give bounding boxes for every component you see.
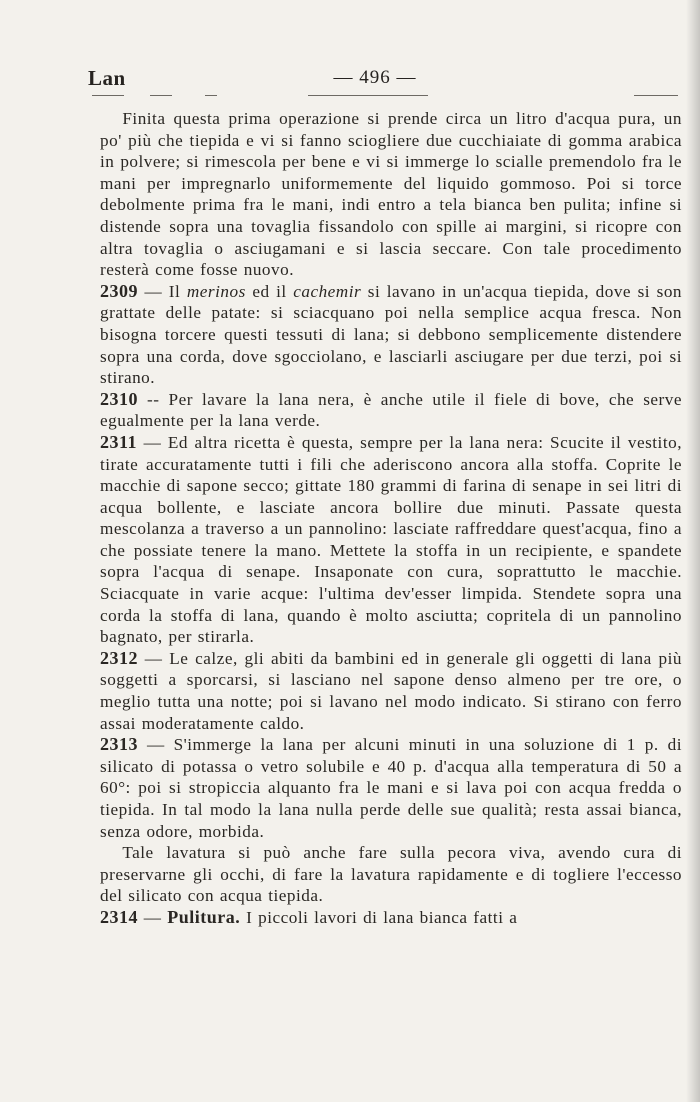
paragraph-text: Tale lavatura si può anche fare sulla pecora viva, avendo cura di preservarne gli occhi, di fare la lavatura rapidamente e di togliere l'eccesso del silicato con acqua tiepida. bbox=[100, 843, 682, 906]
paragraph-text: — Ed altra ricetta è questa, sempre per la lana nera: Scucite il vestito, tirate accuratamente tutti i fili che aderiscono ancora alla stoffa. Coprite le macchie di sapone secco; gittate 180 grammi di farina di senape in sei litri di acqua bollente, e lasciate ancora bollire due minuti. Passate questa mescolanza a traverso a un pannolino: lasciate raffreddare quest'acqua, fino a che possiate tenere la mano. Mettete la stoffa in un recipiente, e spandete sopra l'acqua di senape. Insaponate con cura, soprattutto le macchie. Sciacquate in varie acque: l'ultima dev'esser limpida. Stendete sopra una corda la stoffa di lana, quando è molto asciutta; copritela di un pannolino bagnato, per stirarla. bbox=[100, 432, 682, 647]
paragraph-text: — bbox=[138, 907, 168, 927]
section-number: 2309 bbox=[100, 280, 138, 301]
paragraph-text: si lavano in un'acqua tiepida, dove si son grattate delle patate: si sciacquano poi nella semplice acqua fresca. Non bisogna torcere questi tessuti di lana; si debbono semplicemente distendere sopra una corda, dove sgocciolano, e lasciarli asciugare per due terzi, poi si stirano. bbox=[100, 281, 683, 388]
paragraph-2313 bbox=[100, 734, 682, 842]
paragraph-text: I piccoli lavori di lana bianca fatti a bbox=[240, 907, 518, 927]
section-number: 2314 bbox=[100, 906, 138, 927]
section-number: 2310 bbox=[100, 388, 138, 409]
paragraph bbox=[100, 842, 682, 907]
header-rule bbox=[634, 95, 678, 96]
paragraph bbox=[100, 108, 682, 281]
italic-term: cachemir bbox=[293, 281, 362, 301]
paragraph-2312 bbox=[100, 648, 682, 734]
paragraph-text: — Le calze, gli abiti da bambini ed in generale gli oggetti di lana più soggetti a sporcarsi, si lasciano nel sapone denso almeno per tre ore, o meglio tutta una notte; poi si lavano nel modo indicato. Si stirano con ferro assai moderatamente caldo. bbox=[100, 648, 682, 733]
paragraph-text: — S'immerge la lana per alcuni minuti in una soluzione di 1 p. di silicato di potassa o vetro solubile e 40 p. d'acqua alla temperatura di 50 a 60°: poi si stropiccia alquanto fra le mani e si lava poi con acqua fredda o tiepida. In tal modo la lana nulla perde delle sue qualità; resta assai bianca, senza odore, morbida. bbox=[100, 735, 682, 841]
paragraph-2314 bbox=[100, 907, 682, 929]
section-number: 2311 bbox=[100, 431, 138, 452]
page-number: — 496 — bbox=[333, 67, 417, 88]
page-edge-shadow bbox=[686, 0, 700, 1102]
section-title: Pulitura. bbox=[167, 906, 241, 927]
paragraph-2309 bbox=[100, 281, 682, 389]
header-rule bbox=[308, 95, 428, 96]
body-text bbox=[100, 108, 682, 929]
paragraph-text: ed il bbox=[245, 281, 294, 301]
running-title: Lan bbox=[88, 66, 126, 90]
paragraph-2310 bbox=[100, 389, 682, 432]
header-rule bbox=[150, 95, 172, 96]
running-header bbox=[88, 66, 676, 96]
italic-term: merinos bbox=[186, 281, 246, 301]
paragraph-2311 bbox=[100, 432, 682, 648]
paragraph-text: Finita questa prima operazione si prende circa un litro d'acqua pura, un po' più che tiepida e vi si fanno sciogliere due cucchiaiate di gomma arabica in polvere; si rimescola per bene e vi si immerge lo scialle premendolo fra le mani per impregnarlo uniformemente del liquido gommoso. Poi si torce debolmente prima fra le mani, indi entro a tela bianca ben pulita; infine si distende sopra una tovaglia fissandolo con spille ai margini, si ricopre con altra tovaglia o asciugamani e si lascia seccare. Con tale procedimento resterà come fosse nuovo. bbox=[100, 109, 682, 280]
section-number: 2313 bbox=[100, 734, 138, 755]
paragraph-text: — Il bbox=[138, 281, 187, 301]
section-number: 2312 bbox=[100, 647, 138, 668]
header-rule bbox=[205, 95, 217, 96]
header-rule bbox=[92, 95, 124, 96]
paragraph-text: -- Per lavare la lana nera, è anche utile il fiele di bove, che serve egualmente per la lana verde. bbox=[100, 389, 682, 431]
